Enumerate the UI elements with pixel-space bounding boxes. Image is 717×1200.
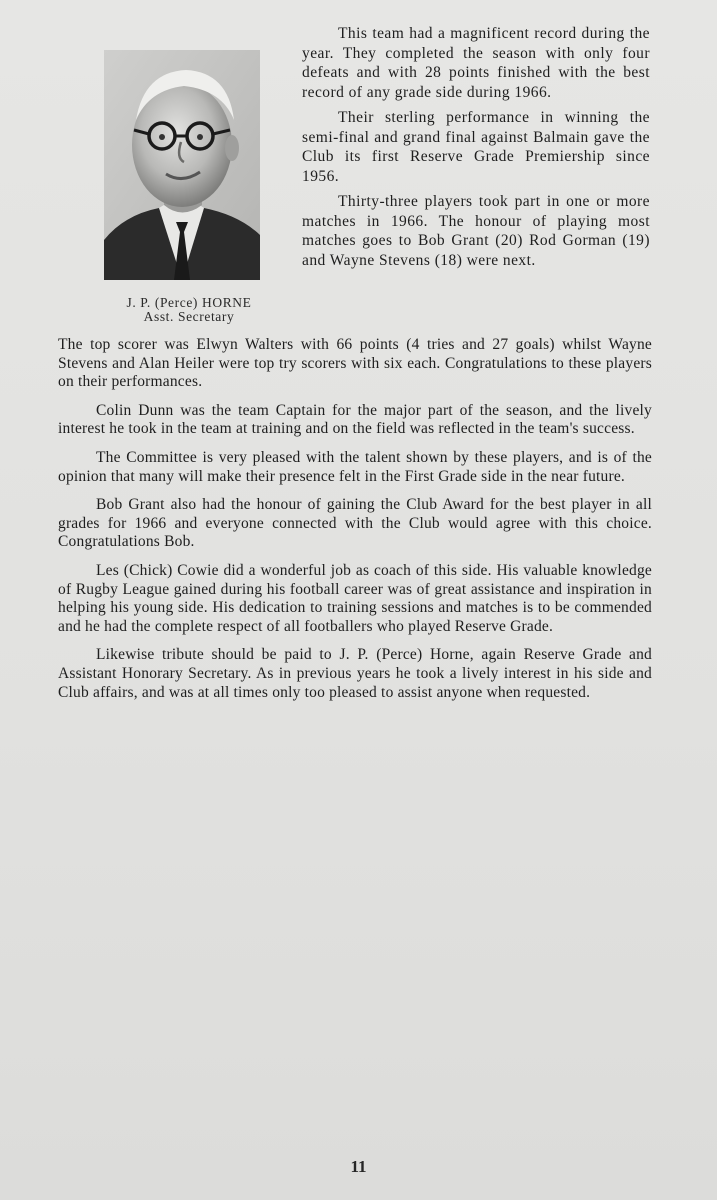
portrait-image [104, 50, 260, 280]
paragraph: Les (Chick) Cowie did a wonderful job as coach of this side. His valuable knowledge of Rugby League gained during his football career was of great assistance and inspiration in helping his young side. His dedication to training sessions and matches is to be commended and he had the complete respect of all footballers who played Reserve Grade. [58, 561, 652, 635]
photo-caption [60, 296, 318, 324]
paragraph: Colin Dunn was the team Captain for the major part of the season, and the lively interest he took in the team at training and on the field was reflected in the team's success. [58, 401, 652, 438]
caption-name: J. P. (Perce) HORNE [126, 295, 252, 310]
paragraph: Thirty-three players took part in one or more matches in 1966. The honour of playing most matches goes to Bob Grant (20) Rod Gorman (19) and Wayne Stevens (18) were next. [302, 193, 650, 269]
portrait-photo [104, 50, 260, 280]
caption-role: Asst. Secretary [143, 309, 235, 324]
page-number: 11 [350, 1157, 367, 1176]
paragraph: This team had a magnificent record during the year. They completed the season with only four defeats and with 28 points finished with the best record of any grade side during 1966. [302, 25, 650, 101]
paragraph: The top scorer was Elwyn Walters with 66 points (4 tries and 27 goals) whilst Wayne Stevens and Alan Heiler were top try scorers with six each. Congratulations to these players on their performances. [58, 336, 652, 391]
paragraph: Bob Grant also had the honour of gaining the Club Award for the best player in all grades for 1966 and everyone connected with the Club would agree with this choice. Congratulations Bob. [58, 496, 652, 551]
paragraph: Likewise tribute should be paid to J. P. (Perce) Horne, again Reserve Grade and Assistant Honorary Secretary. As in previous years he took a lively interest in his side and Club affairs, and was at all times only too pleased to assist anyone when requested. [58, 646, 652, 701]
body-text [58, 336, 652, 712]
right-column-text [302, 24, 650, 276]
paragraph: The Committee is very pleased with the talent shown by these players, and is of the opinion that many will make their presence felt in the First Grade side in the near future. [58, 448, 652, 485]
paragraph: Their sterling performance in winning the semi-final and grand final against Balmain gave the Club its first Reserve Grade Premiership since 1956. [302, 109, 650, 185]
